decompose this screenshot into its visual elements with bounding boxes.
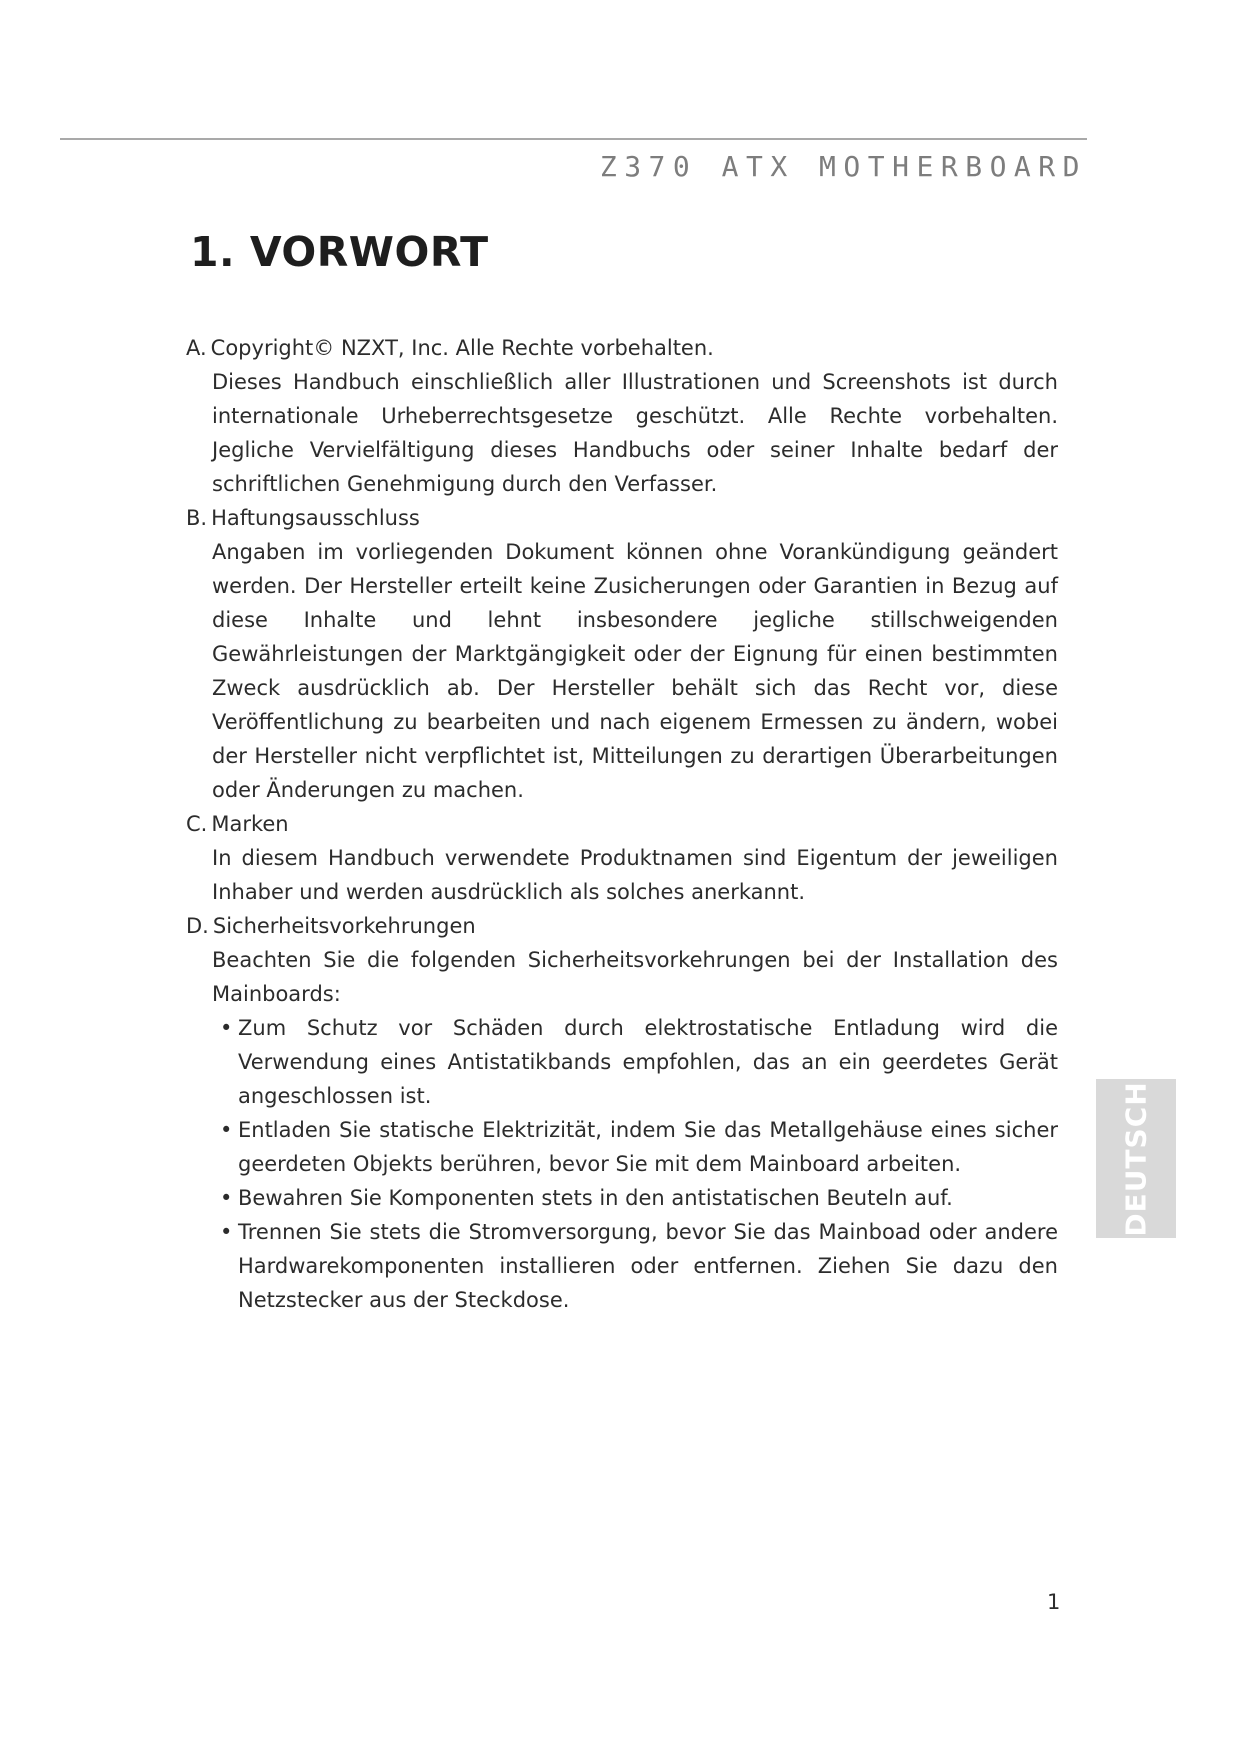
item-body: Beachten Sie die folgenden Sicherheitsvorkehrungen bei der Installation des Mainboards: (212, 948, 1058, 1006)
item-heading: Sicherheitsvorkehrungen (212, 914, 476, 938)
item-disclaimer (186, 501, 1058, 807)
safety-bullet-list (220, 1011, 1058, 1317)
bullet-dot-icon: • (220, 1016, 233, 1040)
item-safety (186, 909, 1058, 1317)
item-heading: Copyright© NZXT, Inc. Alle Rechte vorbehalten. (210, 336, 714, 360)
item-heading: Marken (211, 812, 289, 836)
list-item: • Trennen Sie stets die Stromversorgung, bevor Sie das Mainboad oder andere Hardwarekomponenten installieren oder entfernen. Ziehen Sie dazu den Netzstecker aus der Steckdose. (220, 1215, 1058, 1317)
list-item: • Zum Schutz vor Schäden durch elektrostatische Entladung wird die Verwendung eines Antistatikbands empfohlen, das an ein geerdetes Gerät angeschlossen ist. (220, 1011, 1058, 1113)
list-item: • Entladen Sie statische Elektrizität, indem Sie das Metallgehäuse eines sicher geerdeten Objekts berühren, bevor Sie mit dem Mainboard arbeiten. (220, 1113, 1058, 1181)
item-body: In diesem Handbuch verwendete Produktnamen sind Eigentum der jeweiligen Inhaber und werden ausdrücklich als solches anerkannt. (212, 846, 1058, 904)
language-side-tab (1096, 1079, 1176, 1238)
item-copyright (186, 331, 1058, 501)
item-heading: Haftungsausschluss (211, 506, 420, 530)
item-trademarks (186, 807, 1058, 909)
item-letter: B. (186, 506, 208, 530)
item-body: Angaben im vorliegenden Dokument können ohne Vorankündigung geändert werden. Der Hersteller erteilt keine Zusicherungen oder Garantien in Bezug auf diese Inhalte und lehnt insbesondere jegliche stillschweigenden Gewährleistungen der Marktgängigkeit oder der Eignung für einen bestimmten Zweck ausdrücklich ab. Der Hersteller behält sich das Recht vor, diese Veröffentlichung zu bearbeiten und nach eigenem Ermessen zu ändern, wobei der Hersteller nicht verpflichtet ist, Mitteilungen zu derartigen Überarbeitungen oder Änderungen zu machen. (212, 540, 1058, 802)
item-letter: D. (186, 914, 209, 938)
document-header-title: Z370 ATX MOTHERBOARD (599, 150, 1087, 183)
language-tab-label: DEUTSCH (1119, 1080, 1153, 1237)
header-rule (60, 138, 1087, 140)
list-item: • Bewahren Sie Komponenten stets in den antistatischen Beuteln auf. (220, 1181, 1058, 1215)
item-letter: C. (186, 812, 208, 836)
bullet-dot-icon: • (220, 1186, 233, 1210)
bullet-dot-icon: • (220, 1118, 233, 1142)
bullet-dot-icon: • (220, 1220, 233, 1244)
item-body: Dieses Handbuch einschließlich aller Illustrationen und Screenshots ist durch internationale Urheberrechtsgesetze geschützt. Alle Rechte vorbehalten. Jegliche Vervielfältigung dieses Handbuchs oder seiner Inhalte bedarf der schriftlichen Genehmigung durch den Verfasser. (212, 370, 1058, 496)
preface-content (186, 331, 1058, 1317)
page-number: 1 (1047, 1590, 1061, 1614)
item-letter: A. (186, 336, 207, 360)
section-title: 1. VORWORT (190, 228, 489, 276)
